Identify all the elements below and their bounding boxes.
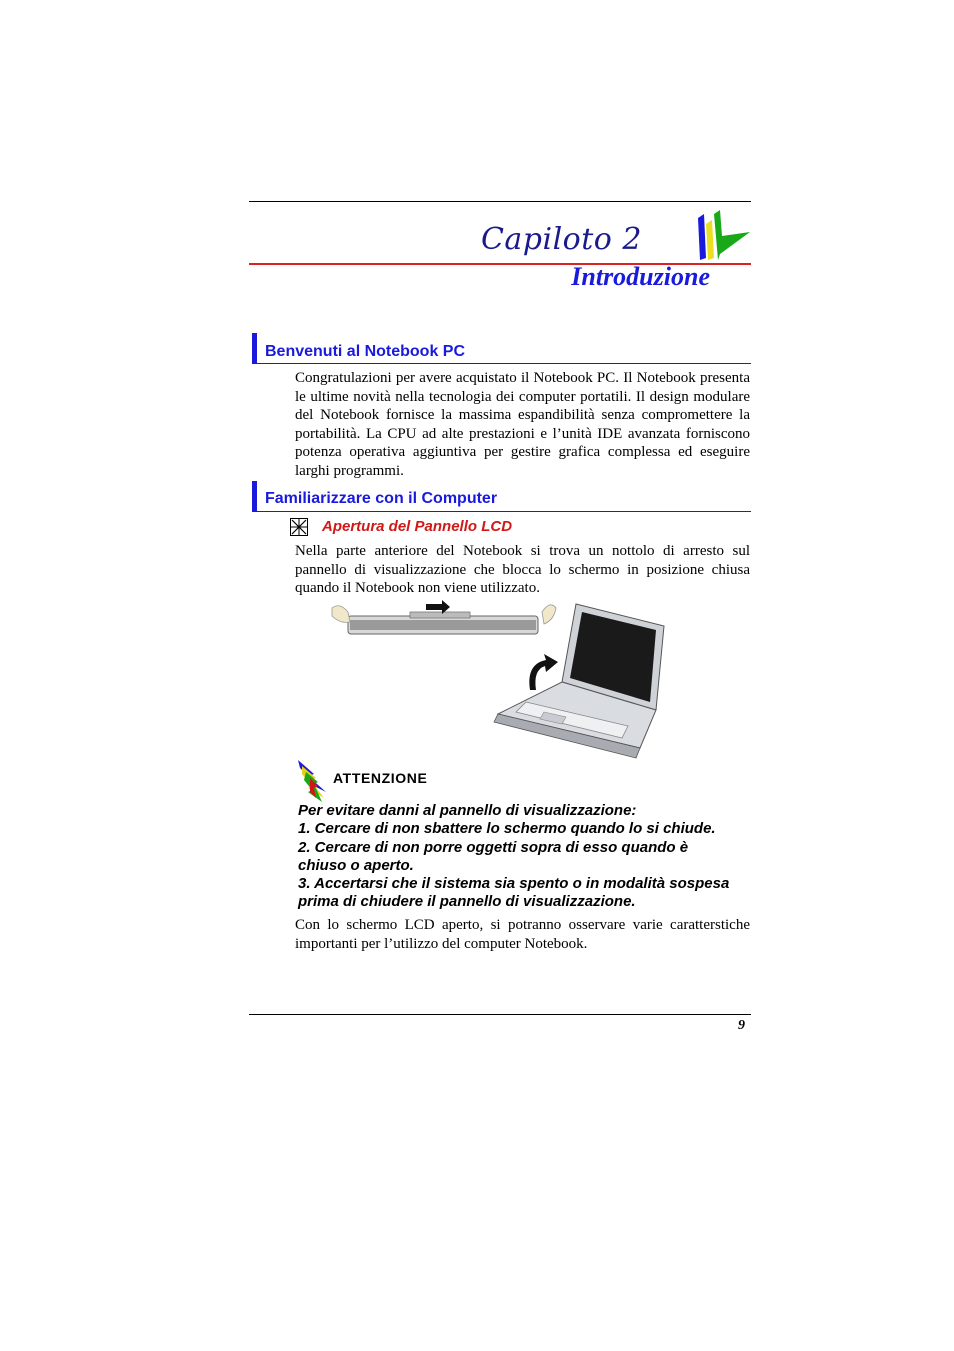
- section-heading: Familiarizzare con il Computer: [265, 490, 498, 507]
- section-underline: [252, 363, 751, 364]
- section-heading: Benvenuti al Notebook PC: [265, 343, 466, 360]
- warning-label: ATTENZIONE: [333, 770, 428, 786]
- warning-text: [298, 802, 758, 912]
- closing-paragraph: Con lo schermo LCD aperto, si potranno osservare varie caratterstiche importanti per l’utilizzo del computer Notebook.: [295, 917, 750, 952]
- section-paragraph: Congratulazioni per avere acquistato il Notebook PC. Il Notebook presenta le ultime novità nella tecnologia dei computer portatili. Il design modulare del Notebook fornisce la massima espandibilità senza compromettere la portabilità. La CPU ad alte prestazioni e l’unità IDE avanzata forniscono potenza operativa aggiuntiva per gestire grafica complessa ed eseguire larghi programmi.: [295, 370, 750, 479]
- section-marker: [252, 481, 257, 511]
- warning-line: 2. Cercare di non porre oggetti sopra di esso quando è chiuso o aperto.: [298, 838, 689, 874]
- warning-line: Per evitare danni al pannello di visualizzazione:: [298, 802, 637, 819]
- page-number: 9: [738, 1018, 745, 1033]
- top-rule: [249, 201, 751, 202]
- warning-line: 1. Cercare di non sbattere lo schermo quando lo si chiude.: [298, 820, 716, 838]
- subheading-bullet-icon: [290, 518, 308, 536]
- warning-icon: [296, 758, 328, 802]
- notebook-illustration: [330, 598, 670, 760]
- subheading: Apertura del Pannello LCD: [322, 518, 513, 535]
- chapter-label: Capiloto 2: [480, 222, 642, 257]
- section-paragraph: Nella parte anteriore del Notebook si trova un nottolo di arresto sul pannello di visualizzazione che blocca lo schermo in posizione chiusa quando il Notebook non viene utilizzato.: [295, 543, 750, 597]
- warning-line: 3. Accertarsi che il sistema sia spento o in modalità sospesa prima di chiudere il pannello di visualizzazione.: [298, 875, 730, 911]
- chapter-title: Introduzione: [571, 262, 710, 291]
- section-marker: [252, 333, 257, 363]
- chapter-logo-icon: [694, 210, 752, 262]
- bottom-rule: [249, 1014, 751, 1015]
- section-underline: [252, 511, 751, 512]
